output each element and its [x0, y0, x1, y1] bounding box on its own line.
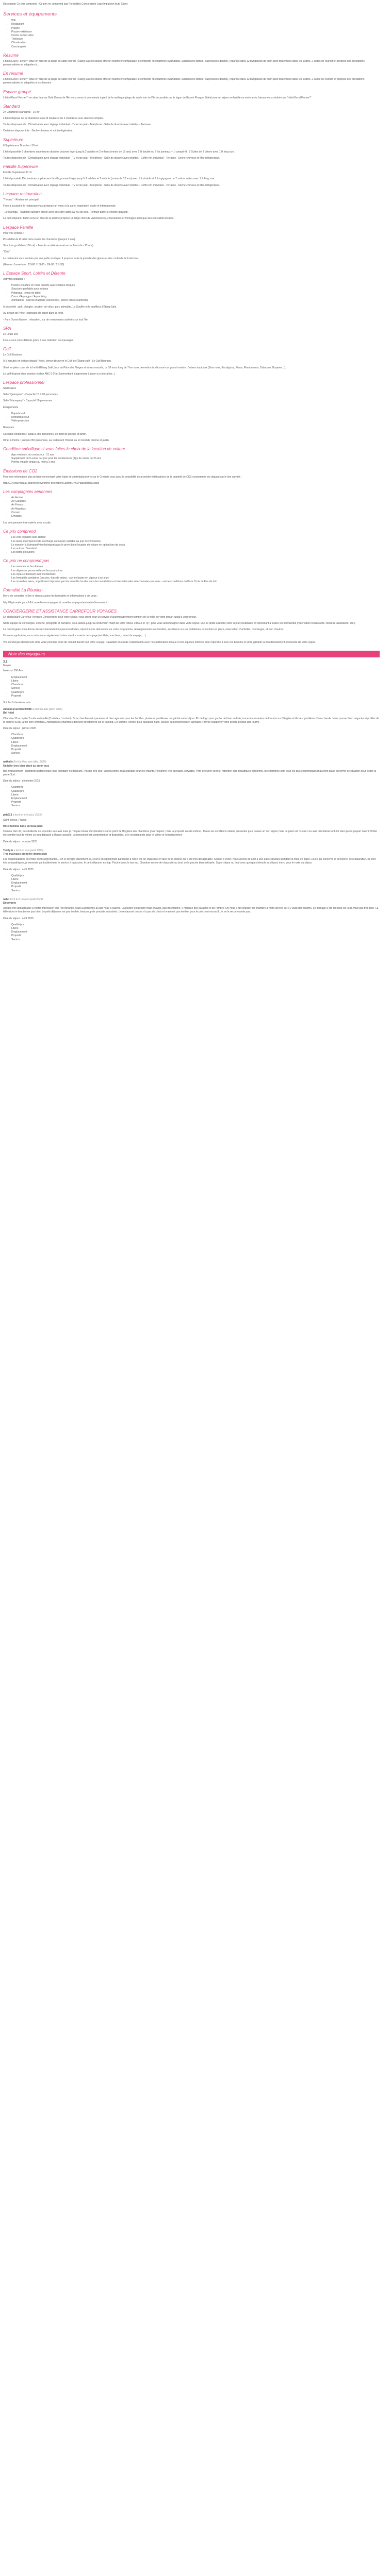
list-item: • Permis valable depuis au moins 3 ans: [11, 461, 380, 464]
review-item: [3, 760, 380, 808]
review-text: Chambre 30 occupée 2 nuits en famille (2 adultes, 1 enfant). Si la chambre est spacieuse et bien agencée pour les familles, plusieurs problèmes ont gâché notre séjour. Pb de frigo pour garder de l'eau au frais, traces incessantes de fourmis sur l'étagère et tâches, problème d'eau chaude. Vous pourrez bien négocier et profiter de la piscine ou du jardin bien entretenu. Attention les chambres donnent directement sur le parking. En somme, correct pour quelques nuits, accueil du personnel bien agréable. Prévoir d'apporter votre propre produit anti-fourmi.: [3, 717, 379, 724]
standard-section: [3, 104, 380, 133]
review-stay: Date du séjour : octobre 2025: [3, 840, 37, 843]
comprend-section: [3, 529, 380, 554]
list-item: • Service: [11, 687, 380, 690]
see-reviews[interactable]: Voir les 5 dernières avis: [3, 701, 31, 704]
golf-section: [3, 347, 380, 376]
list-item: • Service: [11, 752, 380, 755]
sport-title: L'Espace Sport, Loisirs et Détente: [3, 270, 66, 276]
standard-line: Toutes disposent de : Climatisation avec réglage individuel - TV écran plat - Téléphone - Salle de douche avec toilettes - Terrasse.: [3, 123, 152, 127]
restauration-line: Face à la piscine le restaurant vous propose un menu à la carte, inspiration locale et internationale.: [3, 205, 117, 208]
review-date: Écrit le 8 un avis (déc. 2025): [13, 760, 46, 764]
list-item: • Literie: [11, 680, 380, 683]
concierge-line: En choisissant Carrefour Voyages Conciergerie pour votre séjour, vous optez pour un service d'accompagnement complet de la veille de votre départ jusqu'à votre retour.: [3, 615, 197, 619]
list-item: • Les taxes d'aéroport et de surcharge carburant (variable au jour de l'émission): [11, 540, 380, 544]
review-item: [3, 849, 380, 893]
list-item: • Air France: [11, 503, 380, 507]
intro-text: Description Ce prix comprend : Ce prix ne comprend pas Formalités Conciergerie Logo Impulsion Auto Client: [3, 3, 128, 6]
famille-line: Toutes disposent de : Climatisation avec réglage individuel - TV écran plat - Téléphone - Salle de douche avec toilettes - Coffre-fort individuel - Terrasse - Sèche-cheveux et Mini-réfrigérateur.: [3, 183, 220, 187]
review-author: Adventure22786194088: [3, 708, 32, 711]
concierge-line: Un votre application, vous retrouverez également toutes vos documents de voyage (e-billets, vouchers, carnet de voyage, ...).: [3, 634, 146, 638]
famille-title: Famille Supérieure: [3, 164, 38, 170]
golf-line: À 5 minutes en voiture depuis l'hôtel, venez découvrir le Golf de l'Étang-salé : Le Golf Bourbon.: [3, 360, 112, 363]
list-item: • Rétroprojecteur: [11, 416, 380, 419]
review-criteria: [3, 786, 380, 808]
superieure-line: 6 Supérieures Doubles - 30 m²: [3, 144, 39, 147]
list-item: • Le transfert à l'aéroport/hôtel/aéroport avec le privé d'une location de voiture en option lors de devis: [11, 544, 380, 547]
famille-section: [3, 164, 380, 188]
review-stay: Date du séjour : août 2025: [3, 868, 34, 871]
list-item: • Qualité/prix: [11, 691, 380, 694]
spa-intro: - Pure Ocean Nature : relaxation, sur de nombreuses activités sur tout l'île.: [3, 318, 89, 321]
superieure-line: L'hôtel possède 8 chambres supérieures doubles pouvant loger jusqu'à 2 adultes et 2 enfants (moins de 12 ans) avec 1 lit double ou 2 lits jumeaux + 1 canapé-lit ; 2 Suites de 2 pièces avec 1 lit king size.: [3, 150, 235, 154]
list-item: • Piscine chauffée en hiver ouverte avec chaises longues: [11, 284, 380, 287]
list-item: • Supplément de 5 euros par jour pour les conducteurs (âge de moins de 23 ans: [11, 457, 380, 461]
list-item: • Propreté: [11, 934, 380, 938]
list-item: • Air Caraïbes: [11, 500, 380, 503]
review-title: Un hôtel tres bien placé au aulor tous: [3, 764, 50, 768]
list-item: • Propreté: [11, 694, 380, 698]
necomprend-title: Ce prix ne comprend pas: [3, 558, 50, 564]
review-text: Comme bien dit, pas d'attente de répondre aux avis mais je n'ai pas trouvé d'explications sur le point de l'hygiène des chambres (pas l'aspect, mais la propreté en elle-même). Toutes les conditions étaient présentes pour passer un bon séjour mais ce point est crucial. Les avis précédents ont été bien que la plupart datent, l'hôtel me semble tout de même un peu dépassé à l'heure actuelle. Le personnel est compréhensif et disponible, je le recommande pour le calme et l'emplacement.: [3, 830, 377, 837]
list-item: • Âge minimum du conducteur : 21 ans: [11, 453, 380, 457]
list-item: • Les assurances facultatives: [11, 565, 380, 569]
notes-header: Note des voyageurs: [3, 651, 380, 657]
list-item: • Restaurant: [11, 23, 380, 26]
review-stay: Date du séjour : août 2025: [3, 917, 34, 920]
pro-line: Salle "Manapany" - Capacité 50 personnes: [3, 399, 53, 403]
review-author: nabo: [3, 897, 9, 901]
pro-line: Séminaires: [3, 386, 17, 390]
review-date: a écrit un avis (janv. 2026): [32, 708, 62, 711]
resume-section: [3, 53, 380, 67]
page: [0, 0, 384, 949]
concierge-line: Vos concierges deviennent alors votre principal point de contact durant tout votre voyage, travaillant en étroite collaboration avec nos partenaires locaux et nos équipes internes pour répondre à tous vos besoins et ainsi, garantir la bon déroulement et réussite de votre séjour.: [3, 640, 316, 644]
famille-line: Famille Supérieure 30 m²: [3, 171, 32, 175]
list-item: • Vidéoprojecteur: [11, 419, 380, 423]
list-item: • Literie: [11, 878, 380, 882]
famille-space-line: Possibilité de lit bébé dans toutes les chambres (jusqu'à 2 ans).: [3, 238, 76, 241]
restauration-title: Lespace restauration: [3, 191, 42, 196]
pro-line: Salle "Quinquina" - Capacité 15 à 20 personnes: [3, 393, 58, 397]
list-item: • Qualité/prix: [11, 923, 380, 927]
necomprend-section: [3, 558, 380, 584]
list-item: • Piscine: [11, 27, 380, 30]
compagnies-list: [3, 496, 380, 518]
review-author: Teddy A: [3, 849, 13, 852]
sport-section: [3, 271, 380, 322]
notes-section: [3, 660, 380, 942]
spa-title: SPA: [3, 326, 11, 331]
review-item: [3, 708, 380, 755]
comprend-list: [3, 536, 380, 554]
review-text: Bel emplacement : chambres petites mais ravie 'pendant' est toujours. Piscine très jolie, un peu petite, mais parfaite pour les enfants. Personnel très agréable, serviable. Petit déjeuner correct. Attention aux moustiques et fourmis, les chambres sont pour les plus économiques mais bien placé en terme de situation pour visiter la partie Sud.: [3, 769, 377, 776]
pro-title: Lespace professionnel: [3, 380, 45, 385]
standard-line: Certaines disposent de : Sèche-cheveux et mini réfrigérateur.: [3, 129, 73, 133]
list-item: • Emplacement: [11, 930, 380, 934]
famille-space-line: Pour vos enfants :: [3, 231, 24, 235]
necomprend-list: [3, 565, 380, 584]
famille-space-line: (Heures d'ouverture : 12h00 / 13h30 - 19h00 / 21h30): [3, 263, 64, 266]
formalites-line: Merci de consulter le lien ci-dessous pour les formalités et informations à vie vous :: [3, 595, 98, 598]
famille-space-line: Structure gonflable (100 m²) - Jeux de société réservé aux enfants de - 12 ans).: [3, 244, 94, 248]
golf-line: Le Golf Bourbon: [3, 353, 22, 357]
concierge-section: [3, 609, 380, 645]
review-title: Hôtel familial dans un beau parc: [3, 824, 43, 828]
list-item: • Climatisation: [11, 41, 380, 45]
standard-line: L'hôtel dispose de 12 chambres avec lit double et de 3 chambres avec deux lits simples.: [3, 117, 104, 121]
enresume-section: [3, 71, 380, 85]
compagnies-line: Les vols peuvent être opérés avec escale.: [3, 521, 52, 525]
resume-title: Résumé: [3, 53, 19, 58]
services-list: [3, 19, 380, 49]
list-item: • Les formalités sanitaires (vaccins, frais de séjour - sur les bases en vigueur à ce jour): [11, 577, 380, 580]
review-text: Les responsabilités de l'hôtel sont surprenantes... on le dénigre clairement ici, c'est le réceptionniste particulier à notre rez-de-chaussée en face de la piscine qui a été très désagréable. Accueil à éviter. Nous avions dû aller à une autre structure pendant la mise en place. En ce qui concerne le personnel de restauration, ils sont très sympathiques, je remercie particulièrement le service à la piscine, le petit déjeuner est top. Piscine avec le bar top. Chambre en rez-de-chaussée au bord de la piscine bien nettoyée. Super séjour au final avec quelques bémols au départ, merci pour le reste du séjour.: [3, 858, 376, 865]
list-item: • Les nouvelles taxes, supplément imposées par les autorités locales dans les installations et internationales sélectionnées par vous - voir les conditions du Pass Croix de Feu de Léo: [11, 580, 380, 584]
review-criteria: [3, 923, 380, 942]
list-item: • Cours d'Aquagym / Aquabiking: [11, 295, 380, 299]
list-item: • Conciergerie: [11, 45, 380, 49]
sport-line: Activités gratuites :: [3, 277, 25, 281]
list-item: • Chambres: [11, 786, 380, 789]
review-author: nathalie: [3, 760, 13, 764]
golf-line: Le golf dispose d'un practice et d'un ABC 5 (Par 3 permettant d'apprendre à jouer ou s'entraîner...): [3, 372, 116, 376]
list-item: • Les repas et boissons non mentionnés: [11, 573, 380, 577]
superieure-line: Toutes disposent de : Climatisation avec réglage individuel - TV écran plat - Téléphone - Salle de douche avec toilettes - Coffre-fort individuel - Terrasse - Sèche-cheveux et Mini-réfrigérateur.: [3, 157, 220, 160]
famille-space-section: [3, 225, 380, 267]
list-item: • Literie: [11, 793, 380, 797]
list-item: • Corsair: [11, 511, 380, 515]
espacegroupe-title: Espace groupé: [3, 89, 31, 94]
review-item: [3, 814, 380, 844]
pro-line: Cocktails dînatoires : jusqu'à 250 personnes, en bord de piscine et jardin.: [3, 432, 87, 436]
restauration-line: La petit déjeuner buffet servi en face de la piscine propose un large choix de viennoiseries, charcuteries et fromages ainsi que des spécialités locales.: [3, 217, 174, 221]
enresume-text: L'hôtel Excel Fecner** situé en face de la plage de sable noir de l'Étang-Salé les Bains offre un charme incomparable. Il comporte 48 chambres (Standards, Supérieures famille, Supérieures double), réparties dans 12 bungalows de plain-pied disséminés dans les jardins. 2 salles de réunion et propose des prestations personnalisées et adaptées à vos besoins.: [3, 78, 365, 85]
spa-section: [3, 326, 380, 343]
pro-line: Équipements: [3, 405, 19, 409]
list-item: • Propreté: [11, 748, 380, 752]
golf-line: Situé en plein cœur de la forêt d'Étang Salé, face au Piton des Neiges et autres massifs, ce 18 trous long de 7 km vous permettra de découvrir un grand nombre d'arbres tropicaux (Bois noirs, Eucalyptus, Filaos, Flamboyants, Tabacorn, Goyaves...).: [3, 366, 286, 369]
superieure-section: [3, 138, 380, 161]
review-criteria: [3, 874, 380, 893]
list-item: • Chambres: [11, 733, 380, 737]
list-item: • Emplacement: [11, 882, 380, 885]
list-item: • Paperboard: [11, 412, 380, 416]
list-item: • Emplacement: [11, 676, 380, 680]
review-date: Écrit le 8 un avis (août 2025): [10, 897, 43, 901]
list-item: • Les dépenses personnelles et les pourboires: [11, 569, 380, 573]
concierge-title: CONCIERGERIE ET ASSISTANCE CARREFOUR VOYAGES: [3, 608, 117, 614]
criteria-list: [3, 676, 380, 698]
list-item: • Emirates: [11, 515, 380, 518]
golf-title: Golf: [3, 347, 11, 352]
standard-line: 27 Chambres standards - 16 m²: [3, 110, 40, 114]
list-item: • Propreté: [11, 885, 380, 889]
based-on: basé sur 356 Avis: [3, 669, 24, 673]
review-title: Très mauvaise première impression: [3, 853, 47, 856]
score-value: 3.1: [3, 660, 8, 664]
sport-list: [3, 284, 380, 302]
comprend-title: Ce prix comprend: [3, 529, 36, 534]
review-title: Décevante: [3, 902, 17, 905]
location-section: [3, 447, 380, 465]
co2-link[interactable]: http//CO Nouveau au planète/renvironner protection/CarbonGHG/Page/globalUsage: [3, 481, 100, 485]
spa-line: Il vous sera votre détente grâce à une sélection de massages.: [3, 338, 74, 342]
review-item: [3, 898, 380, 942]
co2-line: Pour une information plus précise concernant votre trajet et contrebalancez-le sur le Greenlix vous avez la possibilité de procéder vérificatrices de la quantité de CO2 consommée en cliquant sur le lien suivant :: [3, 475, 242, 479]
espacegroupe-section: [3, 90, 380, 100]
pro-line: Banquets: [3, 426, 14, 430]
services-title: Services et équipements: [3, 11, 57, 18]
superieure-title: Supérieure: [3, 137, 24, 142]
spa-line: Le Lirael Zen: [3, 332, 19, 336]
famille-space-line: "Cilar": [3, 250, 10, 254]
review-stay: Date du séjour : janvier 2026: [3, 726, 36, 730]
location-title: Condition spécifique si vous faites le choix de la location de voiture: [3, 446, 125, 451]
sport-line: À proximité : golf, plongée, location de vélos, parc animalier, La Gouffre et le souffleur d'Étang-Salé.: [3, 306, 117, 309]
list-item: • Wifi: [11, 19, 380, 23]
services-section: [3, 11, 380, 49]
list-item: • Service: [11, 889, 380, 893]
compagnies-title: Les compagnies aériennes: [3, 489, 53, 494]
review-text: Accueil très désagréable à l'hôtel impression que l'on dérange. Mais la personne au bar nous a sauvés. La piscine est propre mais chaude, pas très fraîche. Il manque des parasols et de l'ombre. On nous a fait changer de chambre à notre arrivée car il y avait des fourmis. Le ménage a été fait tous les jours mais pas très bien. La télévision ne fonctionne pas bien. Le petit déjeuner est pas terrible, beaucoup de produits industriels. Le restaurant du soir n'a pas de choix et vraiment pas terrible, pour le prix c'est excessif. Je ne le recommande pas.: [3, 907, 379, 914]
list-item: • Propreté: [11, 801, 380, 804]
review-location: Saint-Brieuc, France: [3, 818, 27, 822]
list-item: • Structure gonflable pour enfants: [11, 287, 380, 291]
list-item: • Les nuits en Standard: [11, 547, 380, 551]
concierge-line: La conciergerie vous donne des recommandations personnalisées, répond à vos demandes sur votre programme, renseignements à connaître, assistance sur les problèmes rencontrés en place, réservation d'activités, concierges, et bien d'autres.: [3, 628, 284, 632]
restauration-line: "Trelasc" - Restaurant principal: [3, 198, 39, 201]
list-item: • Air Austral: [11, 496, 380, 500]
pro-section: [3, 380, 380, 443]
standard-title: Standard: [3, 104, 20, 109]
list-item: • Qualité/prix: [11, 874, 380, 878]
espacegroupe-text: L'hôtel Excel Fecner** se situe face au Gold Ocean de l'Île. vous serez à une minute à pied de la mythique plage de sable noir de l'île accessible par le lagon de Bassin Pirogue, l'idéal pour un séjour en famille ou entre amis, laissez-vous séduire par l'hôtel Excel Fecner**.: [3, 96, 312, 99]
restauration-section: [3, 192, 380, 221]
formalites-link[interactable]: http://diplomatie.gouv.fr/fr/conseils-aux-voyageurs/conseils-par-pays-destination/la-reunion/: [3, 601, 107, 604]
list-item: • Animations : soirées musicale (weekends), soirée créole (samedis): [11, 299, 380, 302]
concierge-line: Notre équipe de concierges, experte, polyglotte et humaine, vous aidera jusqu'au lendemain matin de votre retour, 24h/24 et 7j/7, pour vous accompagner dans votre séjour. Elle se dédie à rendre votre séjour inoubliable en répondant à toutes vos demandes (réservation restaurants, conseils, assistance, etc.).: [3, 622, 356, 625]
review-criteria: [3, 733, 380, 755]
list-item: • Emplacement: [11, 744, 380, 748]
review-title: Bel hôtel: [3, 711, 14, 715]
resume-text: L'hôtel Excel Fecner** situé en face de la plage de sable noir de l'Étang-Salé les Bains offre un charme incomparable. Il comporte 48 chambres (Standards, Supérieures famille, Supérieures double), réparties dans 12 bungalows de plain-pied disséminés dans les jardins. 2 suites de réunion et propose des prestations personnalisées et adaptées à...: [3, 59, 365, 67]
list-item: • Air Mauritius: [11, 507, 380, 511]
review-date: a écrit un avis (oct. 2025): [12, 813, 42, 817]
list-item: • Qualité/prix: [11, 790, 380, 793]
list-item: • Literie: [11, 927, 380, 930]
sport-line: Au départ de l'hôtel : parcours de santé dans la forêt.: [3, 312, 64, 315]
famille-space-title: Lespace Famille: [3, 225, 34, 230]
co2-section: [3, 469, 380, 485]
list-item: • Emplacement: [11, 797, 380, 801]
list-item: • Pétanque, tennis de table: [11, 292, 380, 295]
list-item: • Service: [11, 804, 380, 808]
list-item: • Service: [11, 938, 380, 942]
pro-line: Dîner à thème : jusqu'à 250 personnes, au restaurant l'Océan ou en bord de piscine et jardin.: [3, 438, 110, 442]
formalites-title: Formalité La Réunion: [3, 588, 43, 593]
review-date: a écrit un avis (août 2025): [13, 849, 44, 852]
score-label: Moyen: [3, 664, 11, 668]
list-item: • Qualité/prix: [11, 737, 380, 740]
list-item: • Télévision: [11, 38, 380, 41]
list-item: • Les petits déjeuners: [11, 551, 380, 554]
formalites-section: [3, 588, 380, 604]
review-author: pah013: [3, 813, 12, 817]
list-item: • Piscine extérieure: [11, 30, 380, 34]
list-item: • Literie: [11, 741, 380, 744]
enresume-title: En résumé: [3, 71, 23, 76]
famille-space-line: Le restaurant vous séduira par son jardin exotique. il propose toute la journée des glaces et des cocktails de fruits frais.: [3, 257, 139, 260]
list-item: • Centre de bien-être: [11, 34, 380, 38]
restauration-line: - Le Manoba - Tradition culinaire créole avec ses carri-cafés au feu de bois. Formule buffet à volonté (payant).: [3, 211, 129, 214]
compagnies-section: [3, 489, 380, 525]
famille-line: L'hôtel possède 15 chambres supérieures famille, pouvant loger jusqu'à 2 adultes et 2 enfants (moins de 12 ans) avec 1 lit double et 2 lits gigognes ou 7 suitors suites avec 1 lit king size.: [3, 177, 215, 181]
co2-title: Émissions de CO2: [3, 468, 38, 473]
list-item: • Les vols réguliers Aller-Retour: [11, 536, 380, 539]
location-list: [3, 453, 380, 465]
list-item: • Chambres: [11, 683, 380, 687]
review-stay: Date du séjour : décembre 2025: [3, 779, 40, 783]
pro-list: [3, 412, 380, 423]
